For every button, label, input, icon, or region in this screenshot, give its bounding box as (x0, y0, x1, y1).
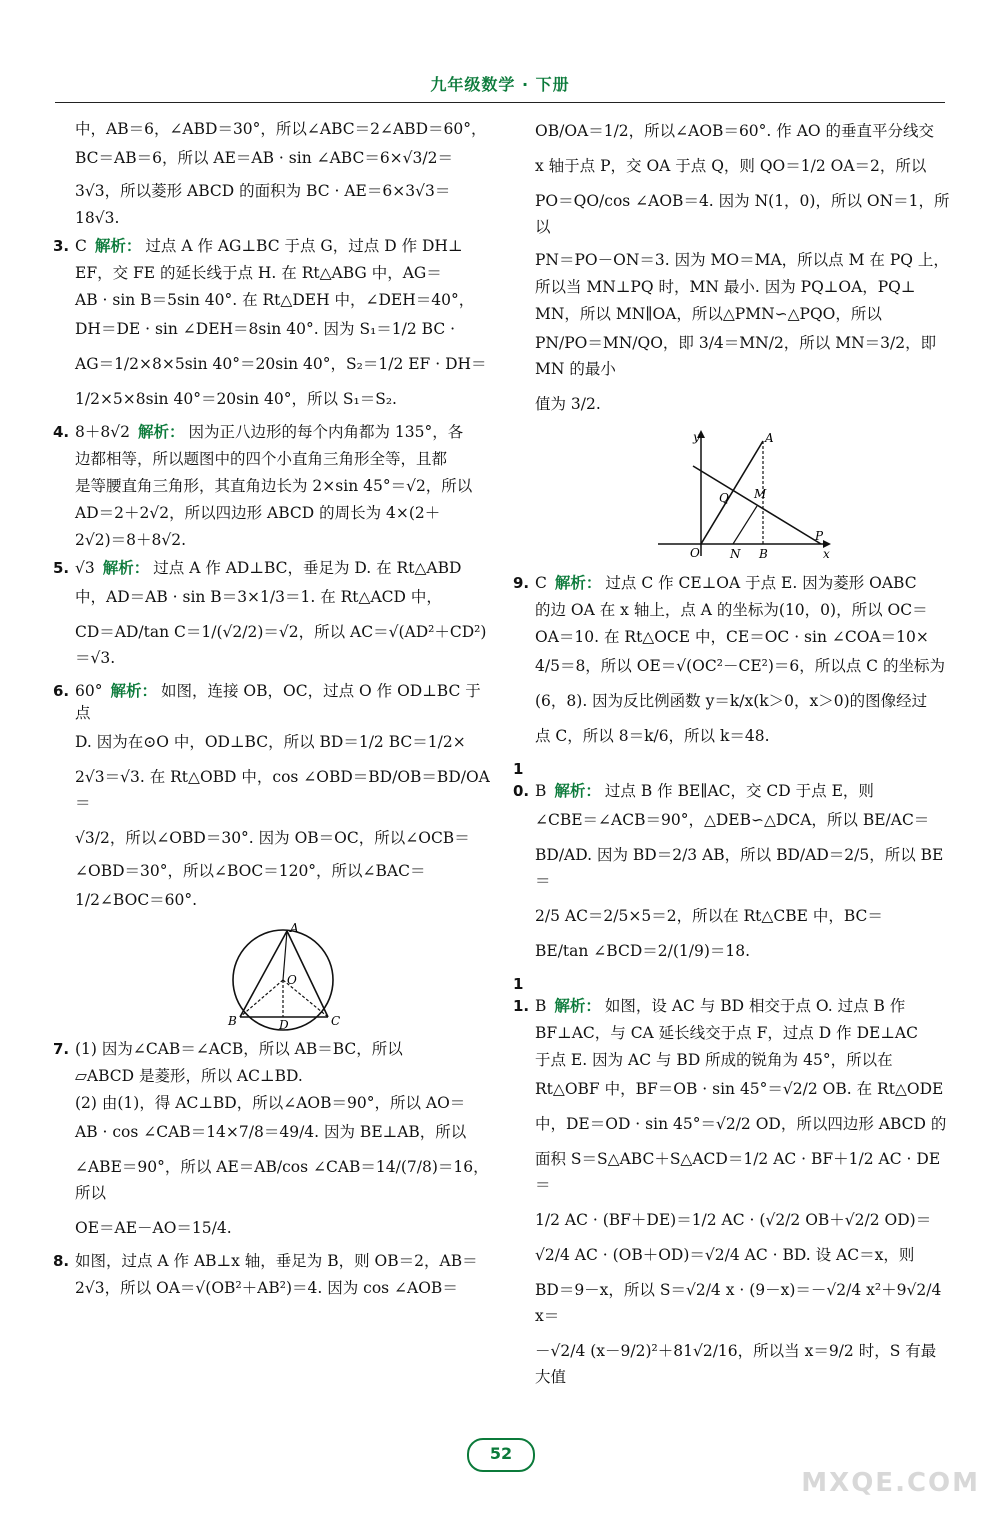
analysis-label: 解析： (137, 423, 185, 441)
text-line: －√2/4 (x－9/2)²＋81√2/16，所以当 x＝9/2 时，S 有最大值 (535, 1342, 937, 1386)
question-8 (53, 1250, 490, 1299)
text-line: ▱ABCD 是菱形，所以 AC⊥BD. (75, 1067, 303, 1085)
text-line: 值为 3/2. (535, 395, 601, 413)
header-title: 九年级数学 · 下册 (430, 75, 570, 94)
right-column (513, 118, 950, 1399)
label-n: N (729, 547, 740, 561)
question-11 (513, 973, 950, 1390)
text-line: (1) 因为∠CAB＝∠ACB，所以 AB＝BC，所以 (75, 1040, 403, 1058)
text-line: OA＝10. 在 Rt△OCE 中，CE＝OC · sin ∠COA＝10× (535, 628, 929, 646)
text-line: DH＝DE · sin ∠DEH＝8sin 40°. 因为 S₁＝1/2 BC · (75, 320, 456, 338)
text-line: D. 因为在⊙O 中，OD⊥BC，所以 BD＝1/2 BC＝1/2× (75, 733, 466, 751)
label-o: O (689, 546, 700, 560)
text-line: 4/5＝8，所以 OE＝√(OC²－CE²)＝6，所以点 C 的坐标为 (535, 657, 945, 675)
text-line: x 轴于点 P，交 OA 于点 Q，则 QO＝1/2 OA＝2，所以 (535, 157, 927, 175)
text-line: 面积 S＝S△ABC＋S△ACD＝1/2 AC · BF＋1/2 AC · DE＝ (535, 1150, 941, 1194)
text-line: Rt△OBF 中，BF＝OB · sin 45°＝√2/2 OB. 在 Rt△ODE (535, 1080, 944, 1098)
analysis-label: 解析： (94, 237, 142, 255)
line-pq (693, 466, 821, 544)
text-line: ∠OBD＝30°，所以∠BOC＝120°，所以∠BAC＝ (75, 862, 426, 880)
question-4 (53, 421, 490, 551)
text-line: (6，8). 因为反比例函数 y＝k/x(k＞0，x＞0)的图像经过 (535, 692, 928, 710)
text-line: 过点 A 作 AD⊥BC，垂足为 D. 在 Rt△ABD (153, 559, 462, 577)
text-line: AD＝2＋2√2，所以四边形 ABCD 的周长为 4×(2＋ (75, 504, 441, 522)
question-number: 9. (513, 574, 530, 592)
text-line: 边都相等，所以题图中的四个小直角三角形全等，且都 (75, 450, 448, 468)
segment-ab (240, 931, 287, 1017)
text-line: 如图，连接 OB，OC，过点 O 作 OD⊥BC 于点 (75, 682, 481, 722)
text-line: ∠CBE＝∠ACB＝90°，△DEB∽△DCA，所以 BE/AC＝ (535, 811, 930, 829)
text-line: 2√3＝√3. 在 Rt△OBD 中，cos ∠OBD＝BD/OB＝BD/OA＝ (75, 768, 490, 812)
text-line: 所以当 MN⊥PQ 时，MN 最小. 因为 PQ⊥OA，PQ⊥ (535, 278, 916, 296)
text-line: 中，DE＝OD · sin 45°＝√2/2 OD，所以四边形 ABCD 的 (535, 1115, 947, 1133)
text-line: 过点 C 作 CE⊥OA 于点 E. 因为菱形 OABC (605, 574, 917, 592)
label-x: x (822, 547, 830, 561)
question-10 (513, 758, 950, 964)
text-line: AB · cos ∠CAB＝14×7/8＝49/4. 因为 BE⊥AB，所以 (75, 1123, 467, 1141)
answer: B (535, 782, 547, 800)
question-number: 6. (53, 682, 70, 700)
question-number: 3. (53, 237, 70, 255)
question-9 (513, 572, 950, 749)
text-line: √3/2，所以∠OBD＝30°. 因为 OB＝OC，所以∠OCB＝ (75, 829, 470, 847)
question-number: 8. (53, 1252, 70, 1270)
analysis-label: 解析： (554, 574, 602, 592)
text-line: BD＝9－x，所以 S＝√2/4 x · (9－x)＝－√2/4 x²＋9√2/4 x＝ (535, 1281, 942, 1325)
analysis-label: 解析： (554, 782, 601, 800)
text-line: 如图，过点 A 作 AB⊥x 轴，垂足为 B，则 OB＝2，AB＝ (75, 1252, 478, 1270)
text-line: PN＝PO－ON＝3. 因为 MO＝MA，所以点 M 在 PQ 上， (535, 251, 949, 269)
text-line: BF⊥AC，与 CA 延长线交于点 F，过点 D 作 DE⊥AC (535, 1024, 918, 1042)
question-number: 5. (53, 559, 70, 577)
label-d: D (278, 1018, 289, 1032)
text-line: BC＝AB＝6，所以 AE＝AB · sin ∠ABC＝6×√3/2＝ (75, 149, 453, 167)
text-line: 1/2∠BOC＝60°. (75, 891, 198, 909)
analysis-label: 解析： (554, 997, 601, 1015)
question-number: 10. (513, 760, 530, 800)
answer: 60° (75, 682, 103, 700)
answer: C (535, 574, 547, 592)
label-a: A (289, 922, 299, 935)
label-c: C (330, 1014, 340, 1028)
analysis-label: 解析： (110, 682, 157, 700)
text-line: CD＝AD/tan C＝1/(√2/2)＝√2，所以 AC＝√(AD²＋CD²)＝√3. (75, 623, 487, 667)
text-line: PO＝QO/cos ∠AOB＝4. 因为 N(1，0)，所以 ON＝1，所以 (535, 192, 950, 236)
text-line: BE/tan ∠BCD＝2/(1/9)＝18. (535, 942, 751, 960)
text-line: OB/OA＝1/2，所以∠AOB＝60°. 作 AO 的垂直平分线交 (535, 122, 935, 140)
question-number: 4. (53, 423, 70, 441)
watermark: MXQE.COM (801, 1468, 980, 1498)
coordinate-diagram (653, 426, 833, 566)
left-column (53, 118, 490, 1304)
label-m: M (753, 487, 766, 501)
question-7 (53, 1038, 490, 1241)
label-a: A (764, 431, 774, 445)
analysis-label: 解析： (102, 559, 150, 577)
text-line: 如图，设 AC 与 BD 相交于点 O. 过点 B 作 (604, 997, 906, 1015)
text-line: 1/2×5×8sin 40°＝20sin 40°，所以 S₁＝S₂. (75, 390, 397, 408)
text-line: 过点 A 作 AG⊥BC 于点 G，过点 D 作 DH⊥ (145, 237, 463, 255)
text-line: 2√2)＝8＋8√2. (75, 531, 187, 549)
circle-diagram (208, 922, 358, 1032)
answer: √3 (75, 559, 95, 577)
text-line: EF，交 FE 的延长线于点 H. 在 Rt△ABG 中，AG＝ (75, 264, 442, 282)
page-header (55, 66, 945, 103)
text-line: BD/AD. 因为 BD＝2/3 AB，所以 BD/AD＝2/5，所以 BE＝ (535, 846, 944, 890)
segment-ob (240, 980, 283, 1017)
answer: B (535, 997, 547, 1015)
text-line: 18√3. (75, 209, 120, 227)
text-line: 于点 E. 因为 AC 与 BD 所成的锐角为 45°，所以在 (535, 1051, 893, 1069)
text-line: 2/5 AC＝2/5×5＝2，所以在 Rt△CBE 中，BC＝ (535, 907, 883, 925)
label-p: P (814, 529, 823, 543)
text-line: AB · sin B＝5sin 40°. 在 Rt△DEH 中，∠DEH＝40°， (75, 291, 475, 309)
answer: 8＋8√2 (75, 423, 130, 441)
text-line: 的边 OA 在 x 轴上，点 A 的坐标为(10，0)，所以 OC＝ (535, 601, 928, 619)
text-line: 是等腰直角三角形，其直角边长为 2×sin 45°＝√2，所以 (75, 477, 473, 495)
label-y: y (692, 430, 700, 444)
text-line: OE＝AE－AO＝15/4. (75, 1219, 232, 1237)
text-line: ∠ABE＝90°，所以 AE＝AB/cos ∠CAB＝14/(7/8)＝16，所以 (75, 1158, 489, 1202)
text-line: 1/2 AC · (BF＋DE)＝1/2 AC · (√2/2 OB＋√2/2 OD)＝ (535, 1211, 932, 1229)
segment-mn (733, 506, 757, 544)
text-line: √2/4 AC · (OB＋OD)＝√2/4 AC · BD. 设 AC＝x，则 (535, 1246, 915, 1264)
text-line: (2) 由(1)，得 AC⊥BD，所以∠AOB＝90°，所以 AO＝ (75, 1094, 466, 1112)
page-number: 52 (467, 1438, 535, 1472)
answer: C (75, 237, 87, 255)
label-b: B (758, 547, 768, 561)
text-line: 过点 B 作 BE∥AC，交 CD 于点 E，则 (604, 782, 874, 800)
question-6 (53, 680, 490, 913)
text-line: AG＝1/2×8×5sin 40°＝20sin 40°，S₂＝1/2 EF · DH＝ (75, 355, 487, 373)
text-line: 中，AB＝6，∠ABD＝30°，所以∠ABC＝2∠ABD＝60°， (75, 120, 487, 138)
text-line: 因为正八边形的每个内角都为 135°，各 (188, 423, 464, 441)
question-5 (53, 557, 490, 671)
text-line: PN/PO＝MN/QO，即 3/4＝MN/2，所以 MN＝3/2，即 MN 的最小 (535, 334, 937, 378)
text-line: 3√3，所以菱形 ABCD 的面积为 BC · AE＝6×3√3＝ (75, 182, 451, 200)
text-line: 2√3，所以 OA＝√(OB²＋AB²)＝4. 因为 cos ∠AOB＝ (75, 1279, 458, 1297)
text-line: 点 C，所以 8＝k/6，所以 k＝48. (535, 727, 770, 745)
label-b: B (227, 1014, 237, 1028)
question-3 (53, 235, 490, 412)
label-q: Q (718, 491, 729, 505)
question-number: 11. (513, 975, 530, 1015)
label-o: O (286, 973, 297, 987)
question-number: 7. (53, 1040, 70, 1058)
text-line: 中，AD＝AB · sin B＝3×1/3＝1. 在 Rt△ACD 中， (75, 588, 442, 606)
text-line: MN，所以 MN∥OA，所以△PMN∽△PQO，所以 (535, 305, 882, 323)
